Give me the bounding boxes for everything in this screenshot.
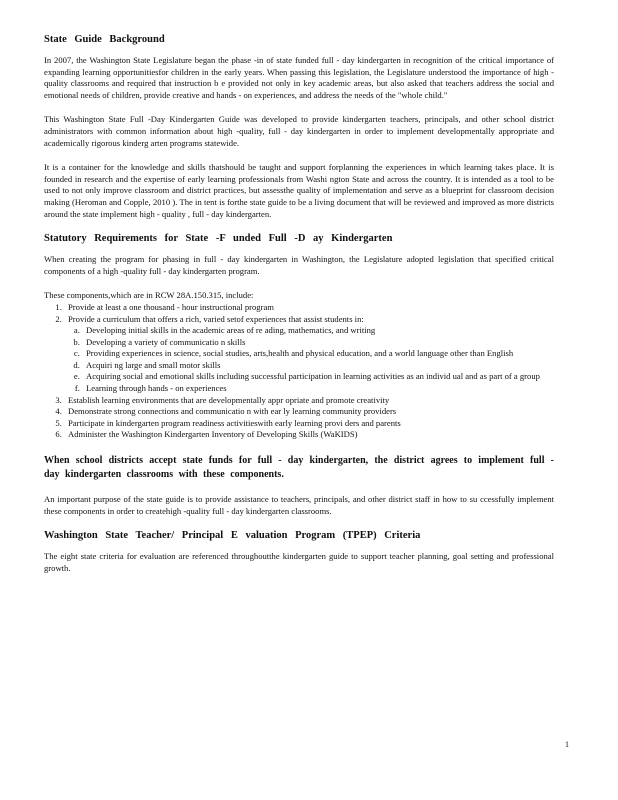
list-item: 4. Demonstrate strong connections and communicatio n with ear ly learning community providers	[64, 406, 554, 418]
components-intro: These components,which are in RCW 28A.150.315, include:	[44, 290, 254, 301]
sub-list-item: e. Acquiring social and emotional skills including successful participation in learning activities as an individ ual and as part of a group	[82, 371, 554, 383]
sub-list	[68, 325, 554, 395]
background-heading: State Guide Background	[44, 34, 165, 45]
document-page	[44, 34, 554, 587]
tpep-paragraph: The eight state criteria for evaluation are referenced throughoutthe kindergarten guide to support teacher planning, goal setting and professional growth.	[44, 551, 554, 573]
sub-list-item: b. Developing a variety of communicatio n skills	[82, 337, 554, 349]
statutory-heading: Statutory Requirements for State -F unded Full -D ay Kindergarten	[44, 233, 393, 245]
list-item: 3. Establish learning environments that are developmentally appr opriate and promote creativity	[64, 395, 554, 407]
components-list	[44, 302, 554, 441]
list-item-text: Provide a curriculum that offers a rich, varied setof experiences that assist students in:	[68, 313, 364, 324]
background-paragraph-2: This Washington State Full -Day Kindergarten Guide was developed to provide kindergarten teachers, principals, and other school district administrators with common information about high -quality, full - day kindergarten in order to implement developmentally appropriate and academically rigorous kinderg arten programs statewide.	[44, 114, 554, 148]
list-item: 1. Provide at least a one thousand - hour instructional program	[64, 302, 554, 314]
agreement-statement: When school districts accept state funds for full - day kindergarten, the district agrees to implement full - day kindergarten classrooms with these components.	[44, 455, 554, 481]
list-item: 5. Participate in kindergarten program readiness activitieswith early learning provi ders and parents	[64, 418, 554, 430]
sub-list-item: d. Acquiri ng large and small motor skills	[82, 360, 554, 372]
sub-list-item: c. Providing experiences in science, social studies, arts,health and physical education, and a world language other than English	[82, 348, 554, 360]
purpose-paragraph: An important purpose of the state guide is to provide assistance to teachers, principals, and other district staff in how to su ccessfully implement these components in order to createhigh -quality full - day kindergarten classrooms.	[44, 494, 554, 516]
background-paragraph-3: It is a container for the knowledge and skills thatshould be taught and support forplanning the experiences in which learning takes place. It is founded in research and the expertise of early learning professionals from Washi ngton State and across the country. It is intended as a tool to be used to not only improve classroom and district practices, but assessthe quality of implementation and serve as a blueprint for classroom decision making (Heroman and Copple, 2010 ). The in tent is forthe state guide to be a living document that will be reviewed and improved as more districts around the state implement high - quality , full - day kindergarten.	[44, 162, 554, 219]
page-number: 1	[565, 740, 569, 749]
sub-list-item: a. Developing initial skills in the academic areas of re ading, mathematics, and writing	[82, 325, 554, 337]
statutory-paragraph: When creating the program for phasing in full - day kindergarten in Washington, the Legislature adopted legislation that specified critical components of a high -quality full - day kindergarten program.	[44, 254, 554, 276]
list-item: 6. Administer the Washington Kindergarten Inventory of Developing Skills (WaKIDS)	[64, 429, 554, 441]
background-paragraph-1: In 2007, the Washington State Legislature began the phase -in of state funded full - day kindergarten in recognition of the critical importance of expanding learning opportunitiesfor children in the early years. When passing this legislation, the Legislature understood the importance of high -quality classrooms and required that instruction b e provided not only in key academic areas, but also asked that teachers address the social and emotional needs of children, provide creative and hands - on experiences, and address the needs of the "whole child."	[44, 55, 554, 100]
list-item	[64, 314, 554, 395]
sub-list-item: f. Learning through hands - on experiences	[82, 383, 554, 395]
tpep-heading: Washington State Teacher/ Principal E valuation Program (TPEP) Criteria	[44, 530, 421, 542]
